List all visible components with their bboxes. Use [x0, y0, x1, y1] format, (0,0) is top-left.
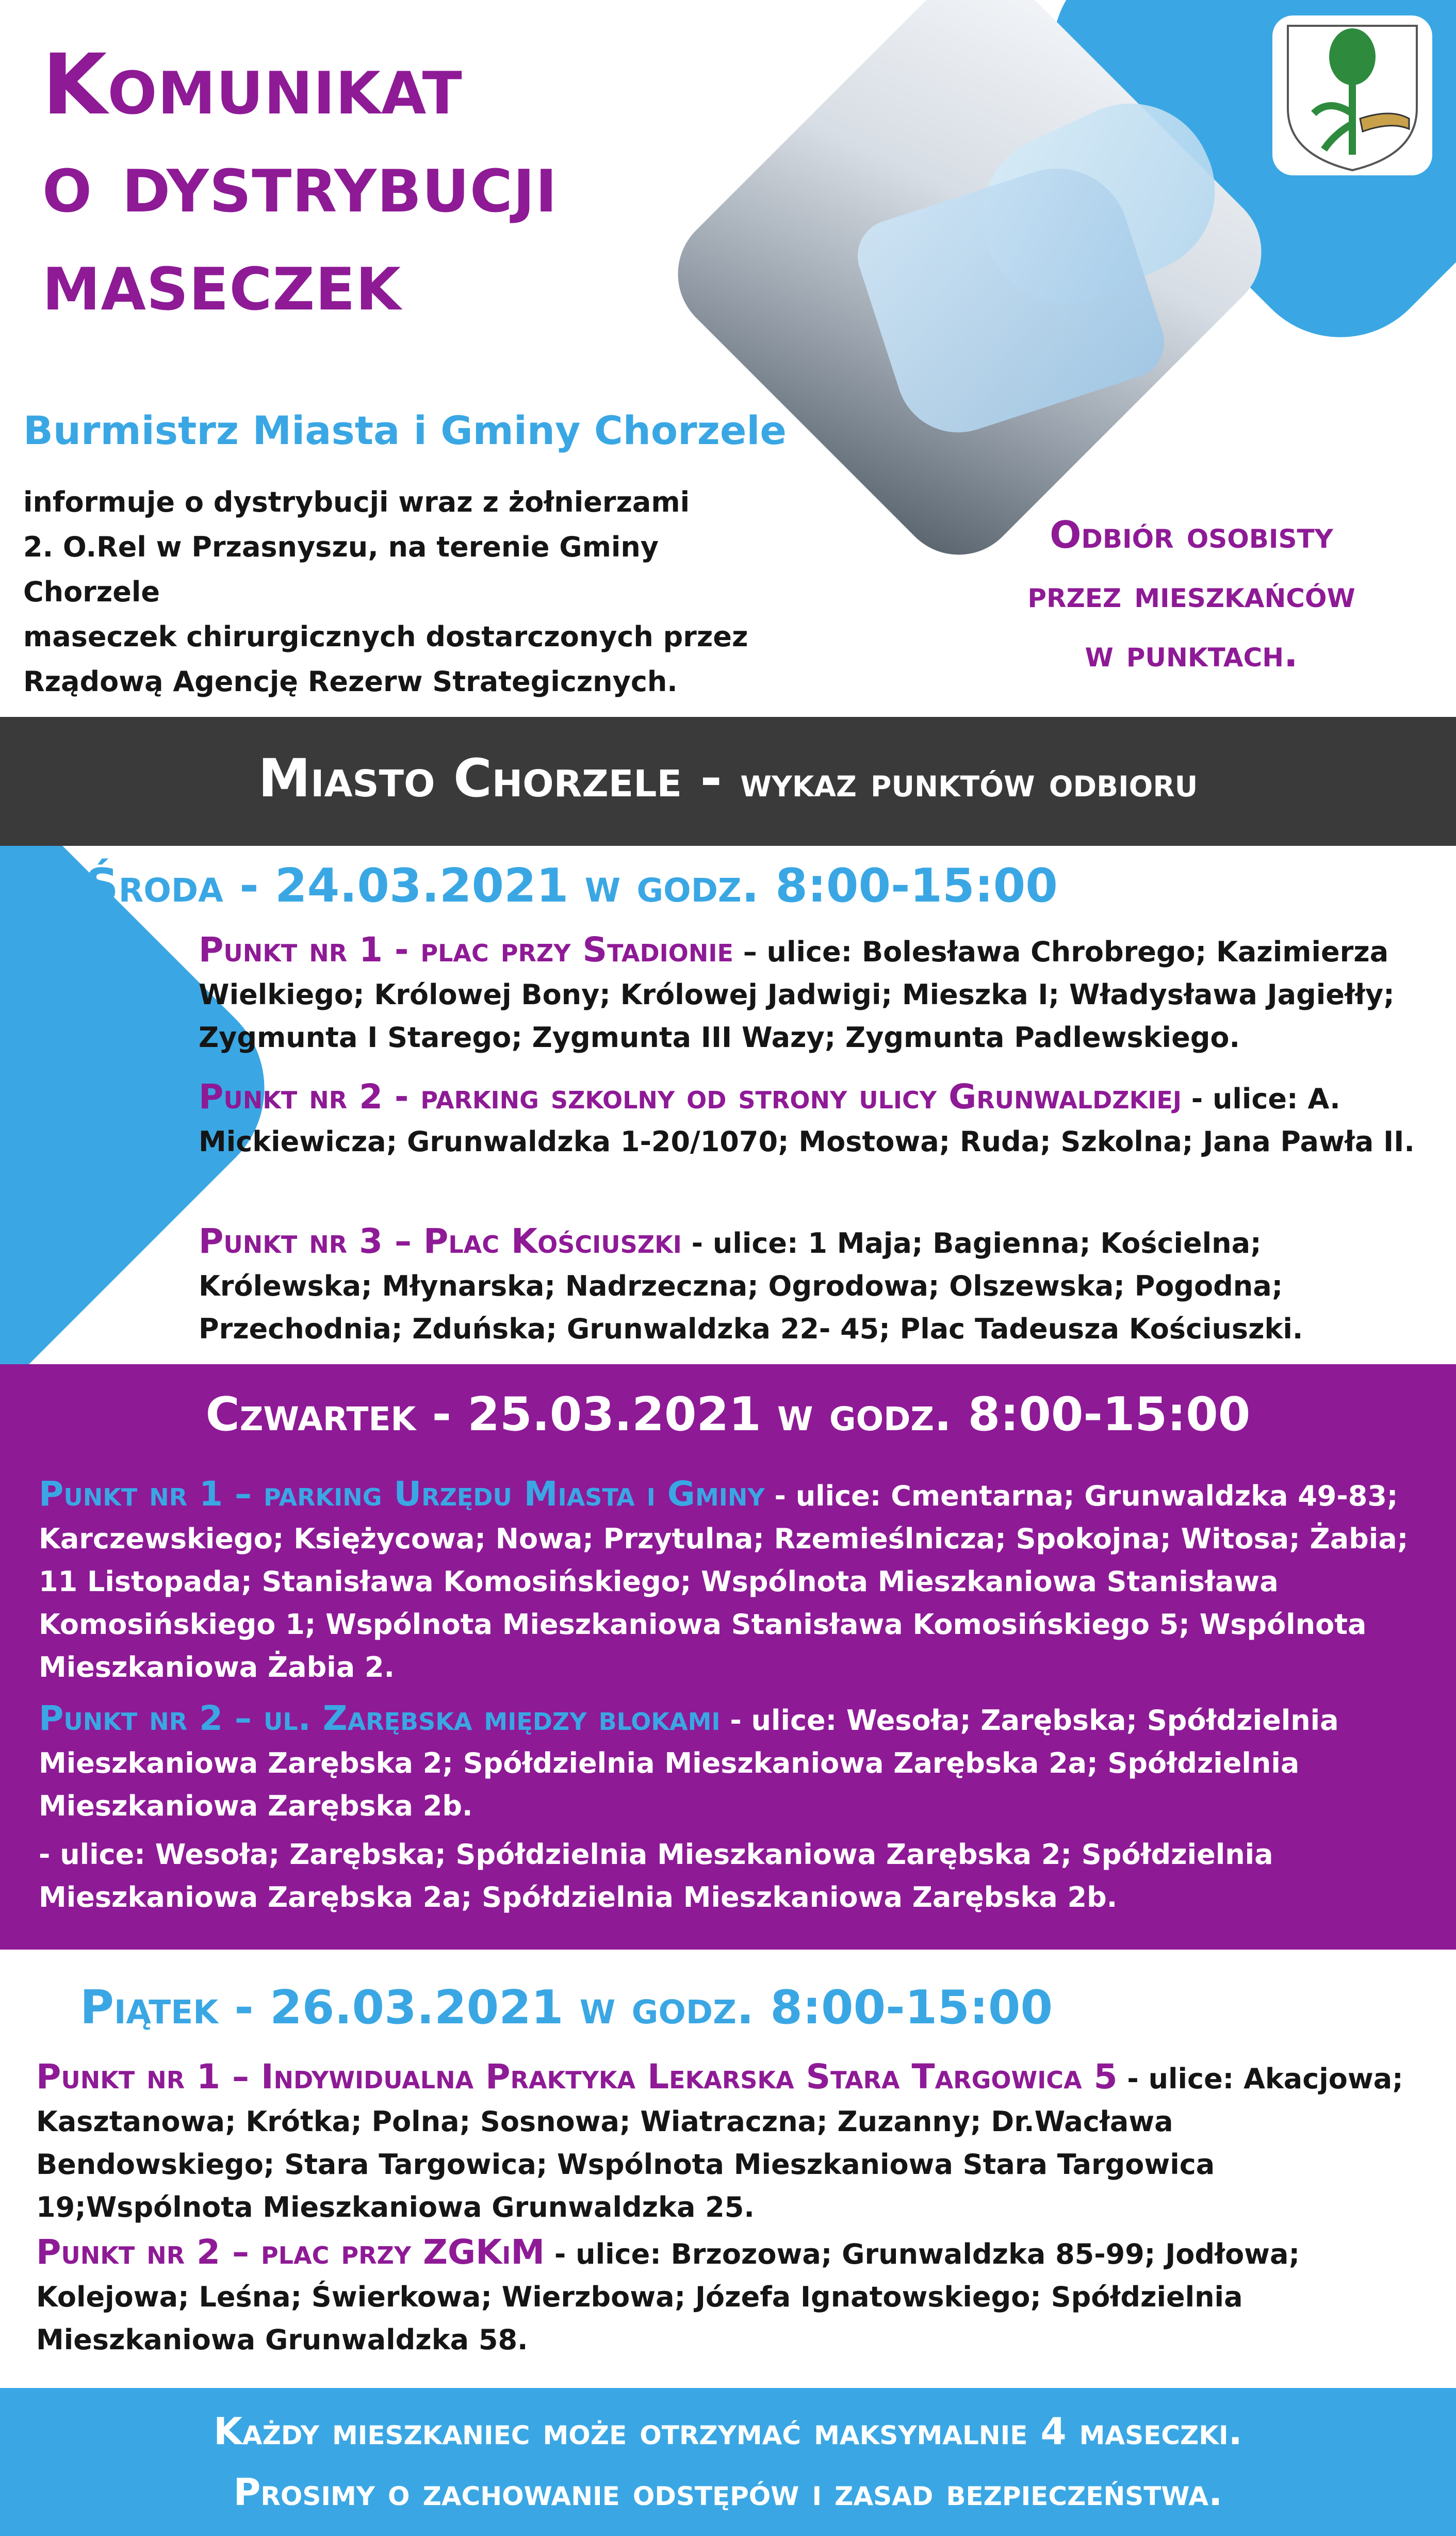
footer-notice: [0, 2401, 1456, 2523]
coat-of-arms-logo: [1272, 15, 1432, 175]
page-title: [42, 36, 816, 330]
pickup-point-streets: - ulice: Wesoła; Zarębska; Spółdzielnia Mieszkaniowa Zarębska 2; Spółdzielnia Mieszkaniowa Zarębska 2a; Spółdzielnia Mieszkaniowa Zarębska 2b.: [39, 1704, 1339, 1822]
pickup-point: [199, 1075, 1416, 1163]
pickup-point: [39, 1472, 1421, 1689]
pickup-point-streets: - ulice: 1 Maja; Bagienna; Kościelna; Królewska; Młynarska; Nadrzeczna; Ogrodowa; Olszewska; Pogodna; Przechodnia; Zduńska; Grunwaldzka 22- 45; Plac Tadeusza Kościuszki.: [199, 1227, 1303, 1345]
intro-line: maseczek chirurgicznych dostarczonych przez: [23, 620, 748, 653]
pickup-point-streets: – ulice: Bolesława Chrobrego; Kazimierza Wielkiego; Królowej Bony; Królowej Jadwigi; Mieszka I; Władysława Jagiełły; Zygmunta I Starego; Zygmunta III Wazy; Zygmunta Padlewskiego.: [199, 936, 1395, 1054]
authority-name: Burmistrz Miasta i Gminy Chorzele: [23, 407, 787, 453]
intro-line: 2. O.Rel w Przasnyszu, na terenie Gminy Chorzele: [23, 531, 659, 608]
pickup-point: [36, 2055, 1418, 2229]
section-title-main: Miasto Chorzele -: [258, 748, 741, 809]
pickup-point-streets: - ulice: A. Mickiewicza; Grunwaldzka 1-20/1070; Mostowa; Ruda; Szkolna; Jana Pawła II.: [199, 1083, 1415, 1158]
pickup-point-heading: Punkt nr 1 - plac przy Stadionie: [199, 930, 733, 970]
pickup-line: w punktach.: [1085, 632, 1298, 675]
footer-line-1: Każdy mieszkaniec może otrzymać maksymalnie 4 maseczki.: [214, 2410, 1242, 2453]
pickup-point-heading: Punkt nr 2 - parking szkolny od strony ulicy Grunwaldzkiej: [199, 1077, 1182, 1117]
pickup-point: [199, 1220, 1416, 1350]
pickup-point-streets: - ulice: Cmentarna; Grunwaldzka 49-83; Karczewskiego; Księżycowa; Nowa; Przytulna; Rzemieślnicza; Spokojna; Witosa; Żabia; 11 Listopada; Stanisława Komosińskiego; Wspólnota Mieszkaniowa Stanisława Komosińskiego 1; Wspólnota Mieszkaniowa Stanisława Komosińskiego 5; Wspólnota Mieszkaniowa Żabia 2.: [39, 1480, 1409, 1683]
pickup-point-streets: - ulice: Brzozowa; Grunwaldzka 85-99; Jodłowa; Kolejowa; Leśna; Świerkowa; Wierzbowa; Józefa Ignatowskiego; Spółdzielnia Mieszkaniowa Grunwaldzka 58.: [36, 2238, 1300, 2356]
pickup-point-heading: Punkt nr 1 – parking Urzędu Miasta i Gminy: [39, 1474, 765, 1514]
pickup-point: [39, 1831, 1421, 1919]
pickup-point-heading: Punkt nr 2 – ul. Zarębska między blokami: [39, 1698, 721, 1738]
day-heading-friday: Piątek - 26.03.2021 w godz. 8:00-15:00: [80, 1981, 1053, 2035]
pickup-point: [36, 2231, 1418, 2361]
pickup-point-heading: Punkt nr 2 – plac przy ZGKiM: [36, 2232, 545, 2272]
pickup-point-heading: Punkt nr 3 – Plac Kościuszki: [199, 1221, 682, 1261]
section-title: [0, 745, 1456, 816]
pickup-point: [39, 1697, 1421, 1827]
pickup-notice: [944, 505, 1439, 683]
section-title-sub: wykaz punktów odbioru: [740, 760, 1198, 806]
day-heading-wednesday: Środa - 24.03.2021 w godz. 8:00-15:00: [85, 859, 1058, 913]
pickup-point-heading: Punkt nr 1 – Indywidualna Praktyka Lekarska Stara Targowica 5: [36, 2057, 1118, 2097]
pickup-line: Odbiór osobisty: [1050, 513, 1333, 557]
title-line-1: Komunikat: [42, 37, 463, 134]
title-line-2: o dystrybucji: [42, 135, 558, 232]
intro-line: Rządową Agencję Rezerw Strategicznych.: [23, 665, 678, 698]
pickup-point-streets: - ulice: Wesoła; Zarębska; Spółdzielnia Mieszkaniowa Zarębska 2; Spółdzielnia Mieszkaniowa Zarębska 2a; Spółdzielnia Mieszkaniowa Zarębska 2b.: [39, 1838, 1273, 1913]
intro-line: informuje o dystrybucji wraz z żołnierzami: [23, 486, 690, 518]
pickup-point-streets: - ulice: Akacjowa; Kasztanowa; Krótka; Polna; Sosnowa; Wiatraczna; Zuzanny; Dr.Wacława Bendowskiego; Stara Targowica; Wspólnota Mieszkaniowa Stara Targowica 19;Wspólnota Mieszkaniowa Grunwaldzka 25.: [36, 2063, 1403, 2223]
day-heading-thursday: Czwartek - 25.03.2021 w godz. 8:00-15:00: [205, 1387, 1251, 1442]
intro-text: [23, 480, 771, 704]
footer-line-2: Prosimy o zachowanie odstępów i zasad bezpieczeństwa.: [233, 2470, 1223, 2514]
pickup-line: przez mieszkańców: [1027, 572, 1355, 616]
pickup-point: [199, 928, 1416, 1059]
title-line-3: maseczek: [42, 233, 402, 330]
